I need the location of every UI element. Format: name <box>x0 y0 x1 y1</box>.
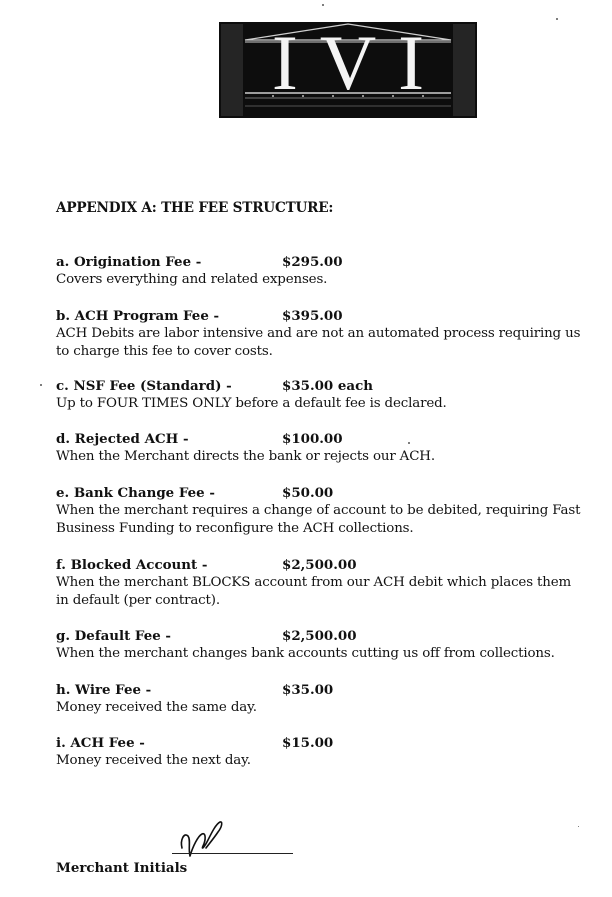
fee-amount: $15.00 <box>282 735 334 751</box>
fee-amount: $395.00 <box>282 308 343 324</box>
appendix-heading: APPENDIX A: THE FEE STRUCTURE: <box>56 200 334 216</box>
fee-item-origination <box>56 253 586 289</box>
company-logo <box>219 22 477 118</box>
fee-amount: $50.00 <box>282 485 334 501</box>
scan-speck <box>408 442 410 444</box>
signature-line <box>172 853 293 854</box>
fee-description: When the merchant changes bank accounts cutting us off from collections. <box>56 646 555 661</box>
scan-speck <box>40 384 42 386</box>
fee-description: ACH Debits are labor intensive and are not an automated process requiring us to charge this fee to cover costs. <box>56 326 581 359</box>
fee-description: When the merchant BLOCKS account from our ACH debit which places them in default (per contract). <box>56 575 572 608</box>
fee-amount: $100.00 <box>282 431 343 447</box>
fee-item-default <box>56 627 586 663</box>
fee-description: Money received the next day. <box>56 753 251 768</box>
fee-name: f. Blocked Account - <box>56 557 208 573</box>
fee-name: c. NSF Fee (Standard) - <box>56 378 232 394</box>
scan-speck <box>578 826 579 827</box>
scan-speck <box>322 4 324 6</box>
fee-item-ach <box>56 734 586 770</box>
fee-item-ach-program <box>56 307 586 361</box>
fee-name: d. Rejected ACH - <box>56 431 189 447</box>
fee-item-bank-change <box>56 484 586 538</box>
fee-amount: $35.00 each <box>282 378 373 394</box>
fee-description: Money received the same day. <box>56 700 257 715</box>
fee-amount: $2,500.00 <box>282 557 357 573</box>
fee-item-blocked-account <box>56 556 586 610</box>
logo-lettering: IVI <box>271 22 447 106</box>
fee-description: When the Merchant directs the bank or rejects our ACH. <box>56 449 435 464</box>
fee-name: a. Origination Fee - <box>56 254 202 270</box>
fee-description: Up to FOUR TIMES ONLY before a default fee is declared. <box>56 396 447 411</box>
fee-amount: $295.00 <box>282 254 343 270</box>
fee-description: When the merchant requires a change of account to be debited, requiring Fast Business Funding to reconfigure the ACH collections. <box>56 503 581 536</box>
fee-name: g. Default Fee - <box>56 628 171 644</box>
fee-item-nsf <box>56 377 586 413</box>
fee-description: Covers everything and related expenses. <box>56 272 328 287</box>
fee-item-wire <box>56 681 586 717</box>
merchant-initials-label: Merchant Initials <box>56 860 188 876</box>
fee-name: b. ACH Program Fee - <box>56 308 220 324</box>
fee-amount: $2,500.00 <box>282 628 357 644</box>
fee-name: e. Bank Change Fee - <box>56 485 215 501</box>
scan-speck <box>556 18 558 20</box>
fee-name: i. ACH Fee - <box>56 735 145 751</box>
fee-item-rejected-ach <box>56 430 586 466</box>
fee-amount: $35.00 <box>282 682 334 698</box>
fee-name: h. Wire Fee - <box>56 682 152 698</box>
